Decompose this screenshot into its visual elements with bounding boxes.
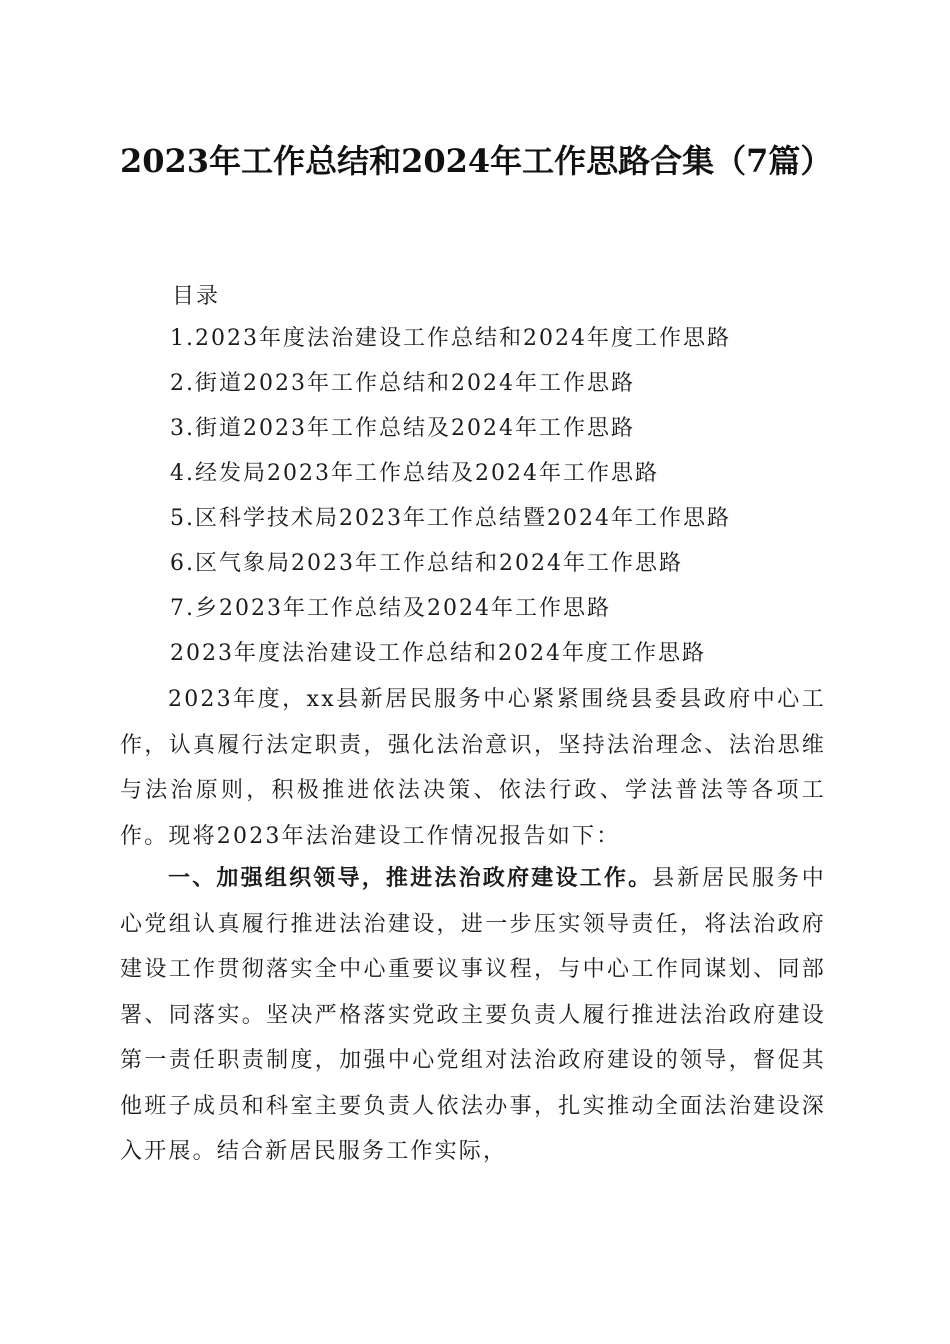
toc-item[interactable]: 5.区科学技术局2023年工作总结暨2024年工作思路 bbox=[170, 506, 731, 531]
section-heading: 一、加强组织领导，推进法治政府建设工作。 bbox=[168, 866, 653, 891]
toc-heading: 目录 bbox=[172, 284, 221, 309]
toc-item[interactable]: 2.街道2023年工作总结和2024年工作思路 bbox=[170, 371, 635, 396]
toc-item[interactable]: 4.经发局2023年工作总结及2024年工作思路 bbox=[170, 461, 659, 486]
document-title: 2023年工作总结和2024年工作思路合集（7篇） bbox=[120, 142, 833, 180]
paragraph-text: 县新居民服务中心党组认真履行推进法治建设，进一步压实领导责任，将法治政府建设工作贯彻落实全中心重要议事议程，与中心工作同谋划、同部署、同落实。坚决严格落实党政主要负责人履行推进法治政府建设第一责任职责制度，加强中心党组对法治政府建设的领导，督促其他班子成员和科室主要负责人依法办事，扎实推动全面法治建设深入开展。结合新居民服务工作实际， bbox=[120, 866, 826, 1164]
body-paragraph bbox=[120, 856, 826, 1175]
toc-item[interactable]: 1.2023年度法治建设工作总结和2024年度工作思路 bbox=[170, 326, 731, 351]
toc-item[interactable]: 6.区气象局2023年工作总结和2024年工作思路 bbox=[170, 551, 683, 576]
toc-item[interactable]: 7.乡2023年工作总结及2024年工作思路 bbox=[170, 596, 611, 621]
toc-item[interactable]: 3.街道2023年工作总结及2024年工作思路 bbox=[170, 416, 635, 441]
body-paragraph: 2023年度，xx县新居民服务中心紧紧围绕县委县政府中心工作，认真履行法定职责，强化法治意识，坚持法治理念、法治思维与法治原则，积极推进依法决策、依法行政、学法普法等各项工作。现将2023年法治建设工作情况报告如下： bbox=[120, 687, 826, 849]
table-of-contents bbox=[170, 322, 731, 637]
article-title: 2023年度法治建设工作总结和2024年度工作思路 bbox=[170, 641, 706, 666]
